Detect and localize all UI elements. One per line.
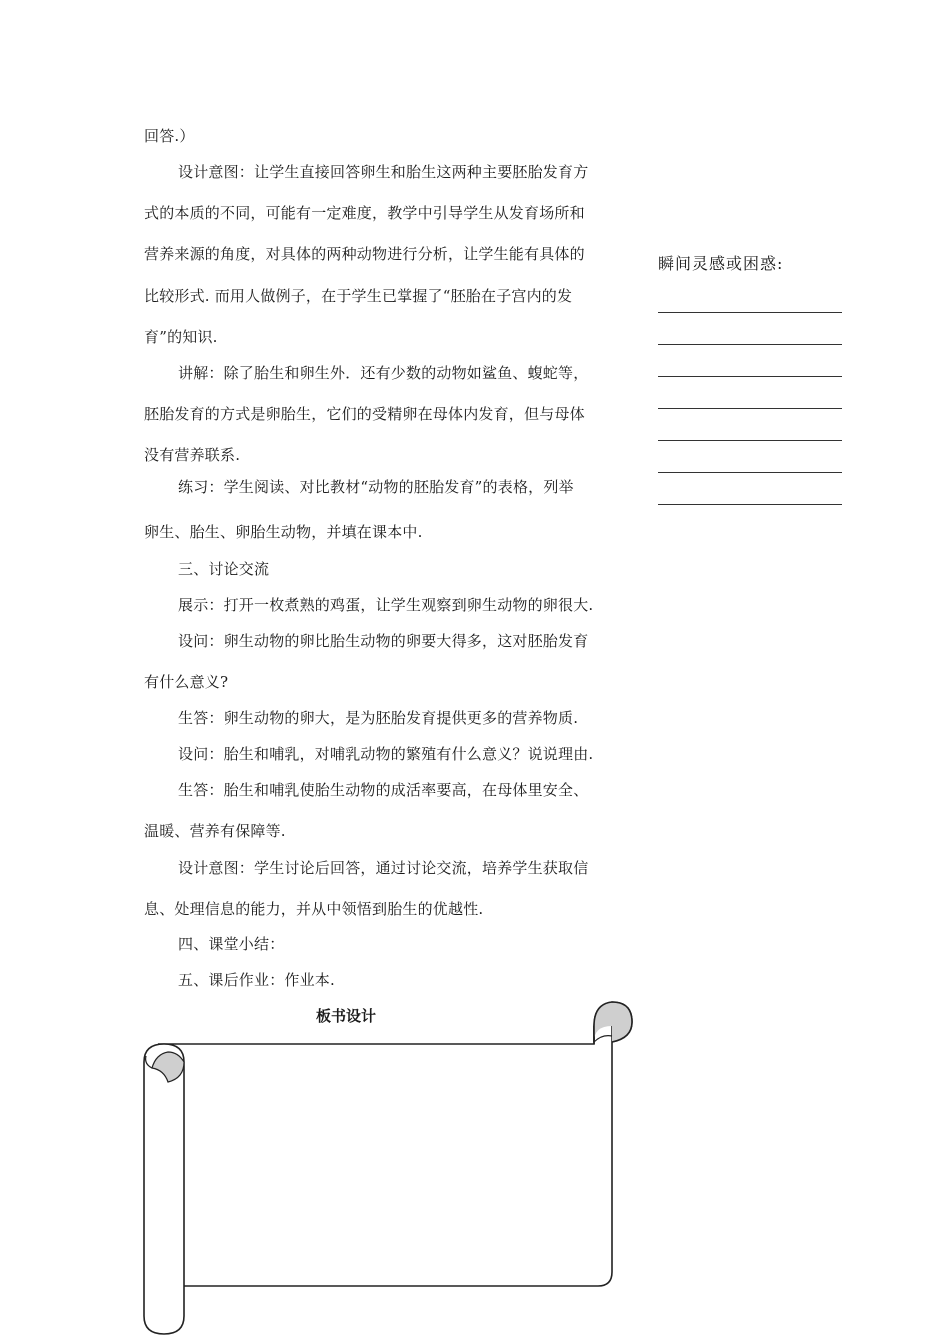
paragraph-line: 生答：卵生动物的卵大，是为胚胎发育提供更多的营养物质. (178, 709, 579, 727)
paragraph-line: 设计意图：学生讨论后回答，通过讨论交流，培养学生获取信 (178, 859, 589, 877)
section-heading: 四、课堂小结： (178, 935, 285, 953)
paragraph-line: 回答.） (144, 127, 195, 145)
paragraph-line: 讲解：除了胎生和卵生外．还有少数的动物如鲨鱼、蝮蛇等， (178, 364, 589, 382)
board-design-title: 板书设计 (316, 1007, 377, 1025)
paragraph-line: 育”的知识. (144, 328, 218, 346)
note-writing-line (658, 376, 842, 377)
paragraph-line: 设计意图：让学生直接回答卵生和胎生这两种主要胚胎发育方 (178, 163, 589, 181)
paragraph-line: 卵生、胎生、卵胎生动物，并填在课本中. (144, 523, 423, 541)
paragraph-line: 练习：学生阅读、对比教材“动物的胚胎发育”的表格，列举 (178, 478, 574, 496)
note-writing-line (658, 472, 842, 473)
section-heading: 五、课后作业：作业本. (178, 971, 335, 989)
paragraph-line: 设问：胎生和哺乳，对哺乳动物的繁殖有什么意义？说说理由. (178, 745, 594, 763)
paragraph-line: 息、处理信息的能力，并从中领悟到胎生的优越性. (144, 900, 484, 918)
paragraph-line: 展示：打开一枚煮熟的鸡蛋，让学生观察到卵生动物的卵很大. (178, 596, 594, 614)
section-heading: 三、讨论交流 (178, 560, 270, 578)
paragraph-line: 比较形式. 而用人做例子，在于学生已掌握了“胚胎在子宫内的发 (144, 287, 573, 305)
notes-title: 瞬间灵感或困惑: (658, 254, 784, 273)
notes-sidebar (658, 252, 844, 276)
paragraph-line: 没有营养联系. (144, 446, 241, 464)
paragraph-line: 胚胎发育的方式是卵胎生，它们的受精卵在母体内发育，但与母体 (144, 405, 585, 423)
paragraph-line: 设问：卵生动物的卵比胎生动物的卵要大得多，这对胚胎发育 (178, 632, 589, 650)
note-writing-line (658, 408, 842, 409)
paragraph-line: 生答：胎生和哺乳使胎生动物的成活率要高，在母体里安全、 (178, 781, 589, 799)
paragraph-line: 有什么意义? (144, 673, 229, 691)
paragraph-line: 温暖、营养有保障等. (144, 822, 286, 840)
paragraph-line: 营养来源的角度，对具体的两种动物进行分析，让学生能有具体的 (144, 245, 585, 263)
note-writing-line (658, 440, 842, 441)
paragraph-line: 式的本质的不同，可能有一定难度，教学中引导学生从发育场所和 (144, 204, 585, 222)
blackboard-scroll (138, 996, 638, 1336)
scroll-shape (138, 996, 638, 1336)
note-writing-line (658, 344, 842, 345)
note-writing-line (658, 504, 842, 505)
note-writing-line (658, 312, 842, 313)
